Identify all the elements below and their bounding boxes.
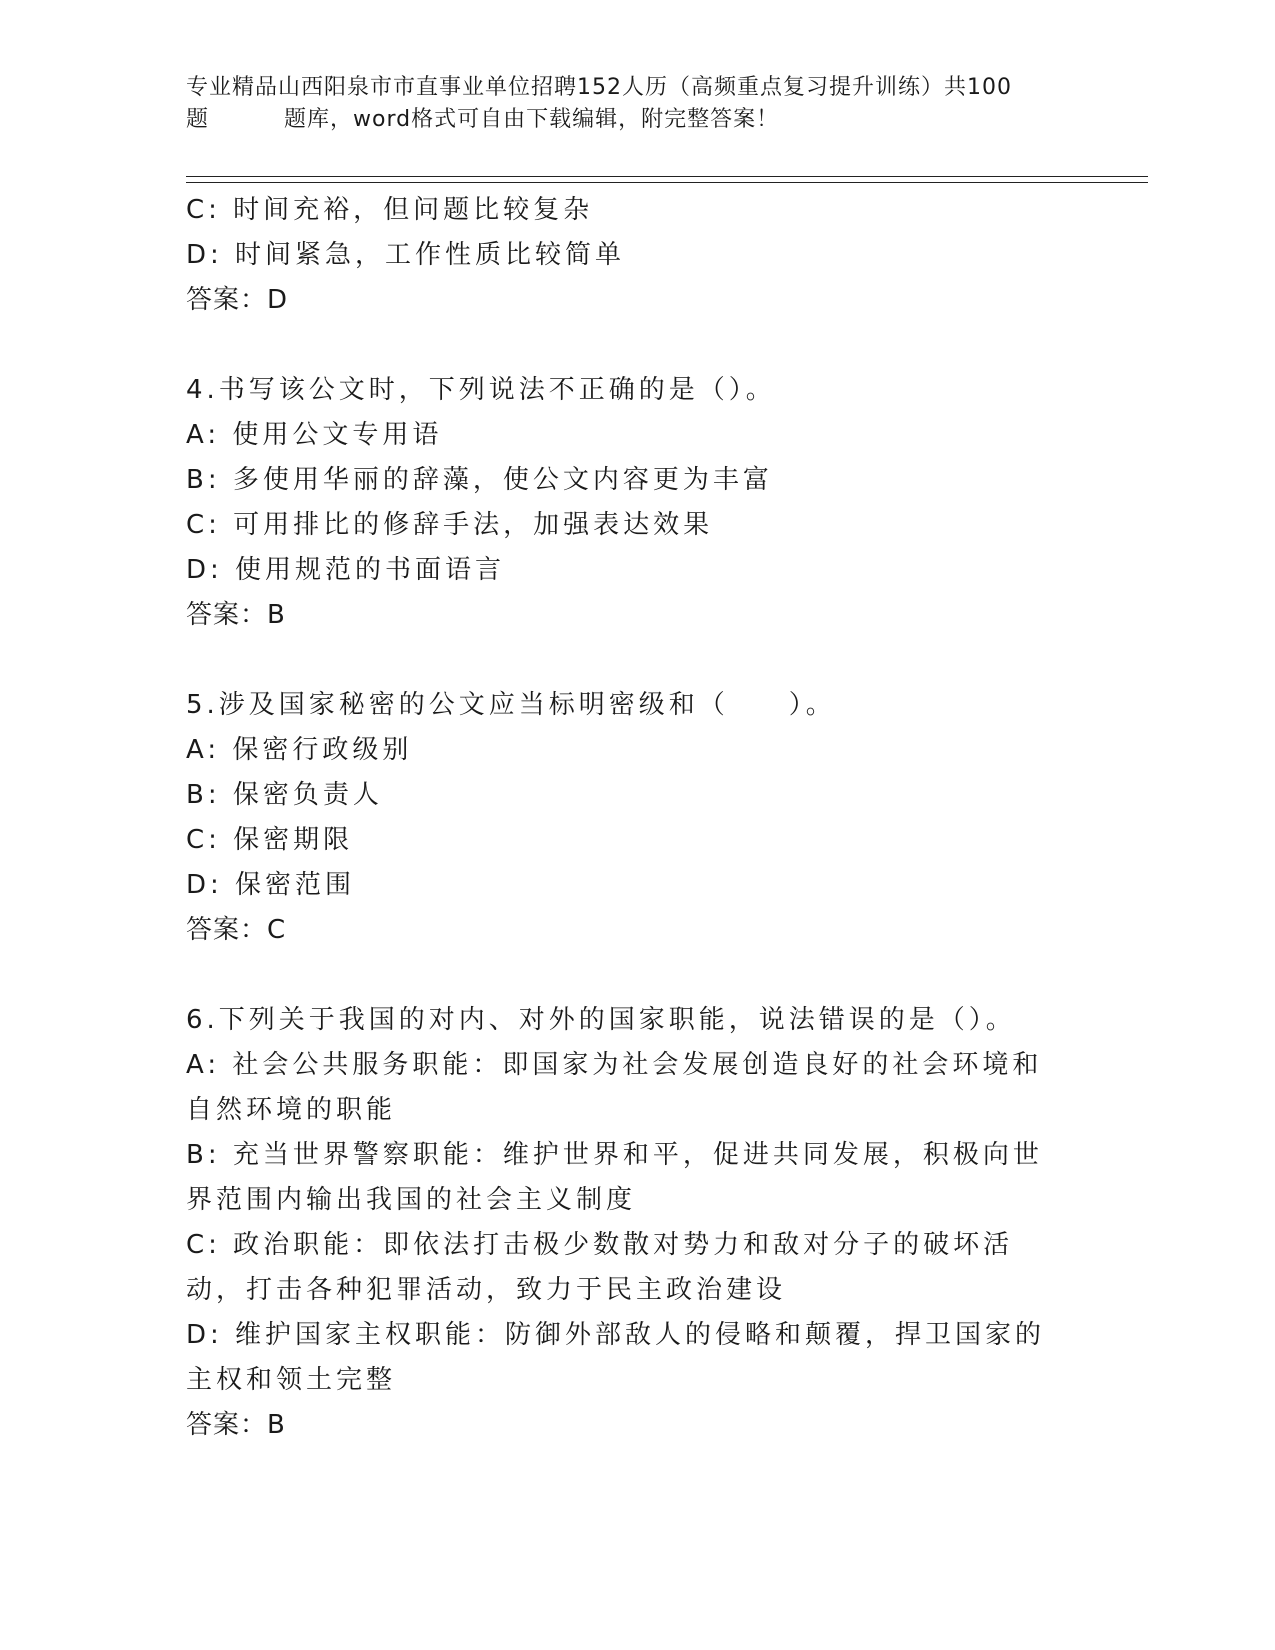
answer-line: 答案：B bbox=[186, 600, 286, 630]
spacer bbox=[186, 953, 1086, 998]
answer-line: 答案：D bbox=[186, 285, 289, 315]
document-body bbox=[186, 188, 1086, 1448]
question-title: 6.下列关于我国的对内、对外的国家职能，说法错误的是（）。 bbox=[186, 1005, 1016, 1035]
header-line-2-rest: 题库，word格式可自由下载编辑，附完整答案！ bbox=[284, 107, 780, 132]
option-d: D: 保密范围 bbox=[186, 870, 356, 900]
option-d: D: 使用规范的书面语言 bbox=[186, 555, 506, 585]
header-rule-top bbox=[186, 176, 1148, 177]
spacer bbox=[186, 638, 1086, 683]
option-a: A: 社会公共服务职能：即国家为社会发展创造良好的社会环境和自然环境的职能 bbox=[186, 1050, 1043, 1125]
header-line-2 bbox=[186, 104, 1086, 136]
header-rule-bottom bbox=[186, 182, 1148, 183]
option-b: B: 充当世界警察职能：维护世界和平，促进共同发展，积极向世界范围内输出我国的社会主义制度 bbox=[186, 1140, 1043, 1215]
answer-line: 答案：C bbox=[186, 915, 287, 945]
header-line-1: 专业精品山西阳泉市市直事业单位招聘152人历（高频重点复习提升训练）共100 bbox=[186, 75, 1012, 100]
question-title: 4.书写该公文时，下列说法不正确的是（）。 bbox=[186, 375, 776, 405]
question-4-block bbox=[186, 368, 1086, 638]
option-a: A: 使用公文专用语 bbox=[186, 420, 443, 450]
header-line-2-start: 题 bbox=[186, 107, 210, 132]
option-d: D: 维护国家主权职能：防御外部敌人的侵略和颠覆，捍卫国家的主权和领土完整 bbox=[186, 1320, 1046, 1395]
option-c: C: 保密期限 bbox=[186, 825, 354, 855]
option-c: C: 政治职能：即依法打击极少数散对势力和敌对分子的破坏活动，打击各种犯罪活动，致力于民主政治建设 bbox=[186, 1230, 1014, 1305]
option-c: C: 时间充裕，但问题比较复杂 bbox=[186, 195, 594, 225]
question-3-block bbox=[186, 188, 1086, 323]
option-b: B: 多使用华丽的辞藻，使公文内容更为丰富 bbox=[186, 465, 773, 495]
answer-line: 答案：B bbox=[186, 1410, 286, 1440]
option-d: D: 时间紧急，工作性质比较简单 bbox=[186, 240, 626, 270]
option-c: C: 可用排比的修辞手法，加强表达效果 bbox=[186, 510, 714, 540]
spacer bbox=[186, 323, 1086, 368]
question-5-block bbox=[186, 683, 1086, 953]
option-b: B: 保密负责人 bbox=[186, 780, 383, 810]
question-6-block bbox=[186, 998, 1086, 1448]
option-a: A: 保密行政级别 bbox=[186, 735, 413, 765]
question-title: 5.涉及国家秘密的公文应当标明密级和（ ）。 bbox=[186, 690, 836, 720]
document-header bbox=[186, 72, 1086, 136]
